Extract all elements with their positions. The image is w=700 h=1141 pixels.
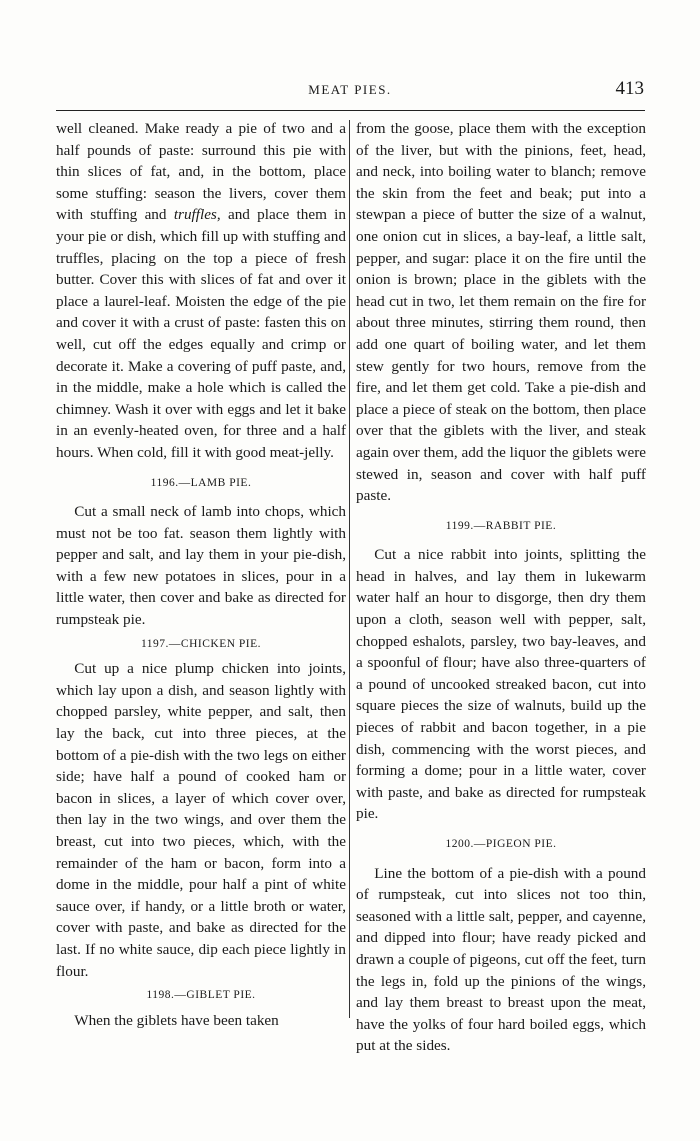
paragraph-continued: from the goose, place them with the exception of the liver, but with the pinions, feet, head, and neck, into boiling water to blanch; remove the skin from the feet and beak; put into a stewpan a piece of butter the size of a walnut, one onion cut in slices, a bay-leaf, a little salt, pepper, and sugar: place it on the fire until the onion is brown; place in the giblets with the head cut in two, let them remain on the fire for about three minutes, stirring them round, then add one quart of boiling water, and let them stew gently for two hours, remove from the fire, and let them get cold. Take a pie-dish and place a piece of steak on the bottom, then place over that the giblets with the liver, and steak again over them, add the liquor the giblets were stewed in, season and cover with half puff paste. [356,120,646,505]
page-header [56,78,644,104]
recipe-heading-1197: 1197.—CHICKEN PIE. [140,637,262,650]
recipe-text-1197: Cut up a nice plump chicken into joints, which lay upon a dish, and season lightly with chopped parsley, white pepper, and salt, then lay the back, cut into three pieces, at the bottom of a pie-dish with the two legs on either side; have half a pound of cooked ham or bacon in slices, a layer of which cover over, then lay in the two wings, and over them the breast, cut into two pieces, which, with the remainder of the ham or bacon, form into a dome in the middle, pour half a pint of white sauce over, if handy, or a little broth or water, cover with paste, and bake as directed for the last. If no white sauce, dip each piece lightly in flour. [56,660,346,980]
right-column [356,118,646,1057]
recipe-heading-1198: 1198.—GIBLET PIE. [146,989,256,1002]
left-column [56,118,346,1031]
running-head: MEAT PIES. [308,82,392,97]
recipe-text-1200: Line the bottom of a pie-dish with a pound of rumpsteak, cut into slices not too thin, seasoned with a little salt, pepper, and cayenne, and dipped into flour; have ready picked and drawn a couple of pigeons, cut off the feet, turn the legs in, fold up the pinions of the wings, and lay them breast to breast upon the meat, have the yolks of four hard boiled eggs, which put at the sides. [356,864,646,1055]
paragraph-continued [56,118,346,464]
recipe-heading-1196: 1196.—LAMB PIE. [150,476,252,489]
recipe-heading-1199: 1199.—RABBIT PIE. [445,519,557,532]
page-number: 413 [615,78,644,99]
italic-word: truffles [173,206,217,224]
recipe-heading-1200: 1200.—PIGEON PIE. [445,838,557,850]
recipe-text-1196: Cut a small neck of lamb into chops, which must not be too fat. season them lightly with pepper and salt, and lay them in your pie-dish, with a few new potatoes in slices, pour in a little water, then cover and bake as directed for rumpsteak pie. [56,503,346,629]
text-segment: well cleaned. Make ready a pie of two and a half pounds of paste: surround this pie with thin slices of fat, and, in the bottom, place some stuffing: season the livers, cover them with stuffing and [56,120,346,224]
column-divider [349,120,350,1018]
text-segment: , and place them in your pie or dish, which fill up with stuffing and truffles, placing on the top a piece of fresh butter. Cover this with slices of fat and over it place a laurel-leaf. Moisten the edge of the pie and cover it with a crust of paste: fasten this on well, cut off the edges equally and crimp or decorate it. Make a covering of puff paste, and, in the middle, make a hole which is called the chimney. Wash it over with eggs and let it bake in an evenly-heated oven, for three and a half hours. When cold, fill it with good meat-jelly. [56,206,346,461]
recipe-text-1198: When the giblets have been taken [74,1011,279,1029]
recipe-text-1199: Cut a nice rabbit into joints, splitting the head in halves, and lay them in lukewarm water half an hour to disgorge, then dry them upon a cloth, season well with pepper, salt, chopped eshalots, parsley, two bay-leaves, and a spoonful of flour; have also three-quarters of a pound of uncooked streaked bacon, cut into square pieces the size of walnuts, build up the pieces of rabbit and bacon together, in a pie dish, commencing with the worst pieces, and forming a dome; pour in a little water, cover with paste, and bake as directed for rumpsteak pie. [356,546,646,823]
header-rule [56,110,645,111]
